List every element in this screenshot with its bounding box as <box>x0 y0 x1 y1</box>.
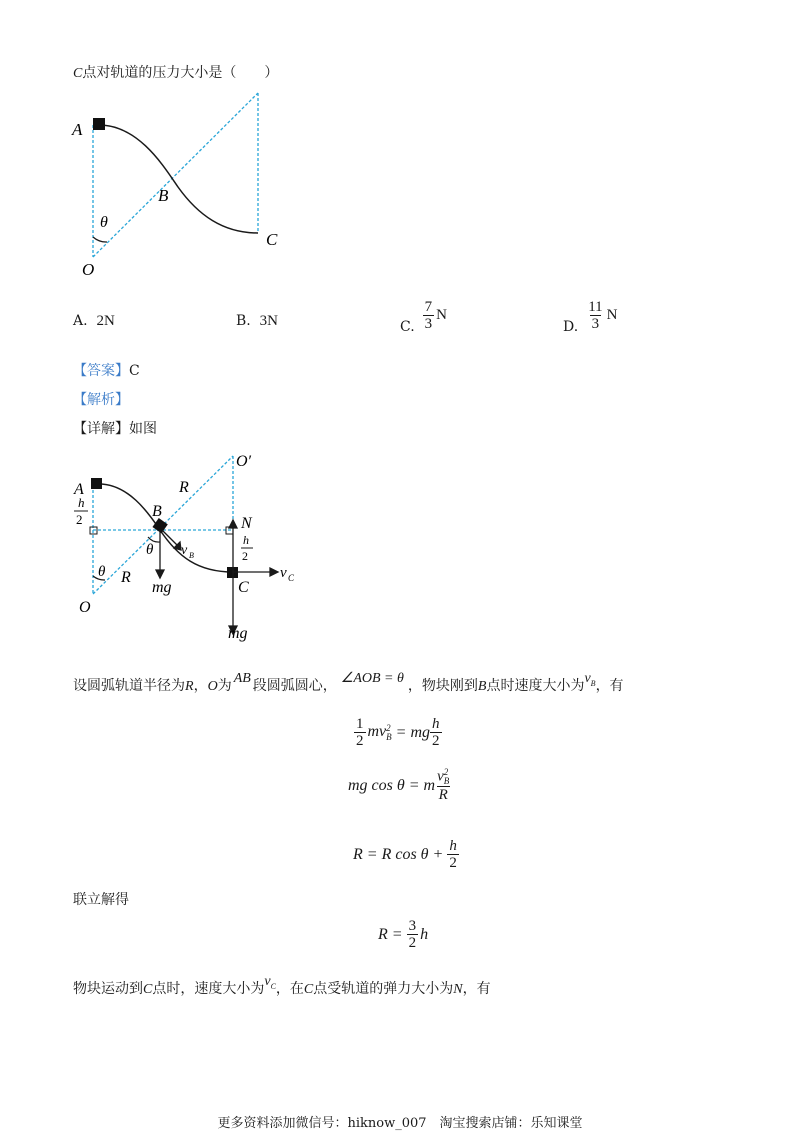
dashed-line-diagonal <box>93 93 258 257</box>
para2-vc-sub: C <box>270 981 276 991</box>
label-h2-den: 2 <box>242 549 248 563</box>
para1-text-3: 为 <box>217 678 232 694</box>
footer-text: 更多资料添加微信号：hiknow_007 淘宝搜索店铺：乐知课堂 <box>217 1116 583 1131</box>
option-d-den: 3 <box>591 315 600 332</box>
answer-tag: 【答案】 <box>73 363 129 379</box>
angle-arc <box>93 237 107 242</box>
label-mg-b: mg <box>152 579 172 596</box>
option-d <box>563 294 617 336</box>
eq3-left: R = R cos θ + <box>353 845 448 863</box>
label-a: A <box>74 481 84 498</box>
para1-b: B <box>477 679 487 694</box>
eq4-num: 3 <box>408 918 417 934</box>
label-vb-sub: B <box>189 551 194 560</box>
eq2-den: R <box>438 787 448 803</box>
eq1-left-num: 1 <box>356 716 364 732</box>
label-n: N <box>241 515 252 532</box>
option-c-letter: C. <box>400 319 415 335</box>
para1-text-6: 点时速度大小为 <box>486 678 585 694</box>
eq3-num: h <box>449 838 457 854</box>
answer-value: C <box>129 363 140 379</box>
eq4-right: h <box>420 925 429 943</box>
option-a-value: 2N <box>96 313 115 329</box>
option-a-letter: A. <box>73 313 88 329</box>
para2-text-1: 物块运动到 <box>73 981 143 997</box>
question-stem <box>73 64 278 83</box>
eq1-right-num: h <box>432 716 440 732</box>
point-c-label: C <box>73 66 83 81</box>
para1-vb: v <box>584 671 591 686</box>
option-d-num: 11 <box>588 298 603 315</box>
eq3-den: 2 <box>449 855 457 871</box>
para2-text-3: ，在 <box>275 981 304 997</box>
option-d-letter: D. <box>563 319 579 335</box>
para1-o: O <box>207 679 218 694</box>
label-vb: v <box>181 543 188 558</box>
para1-text-4: 段圆弧圆心， <box>252 678 337 694</box>
para1-text-2: ， <box>193 678 208 694</box>
label-o: O <box>79 599 91 616</box>
label-r-bottom: R <box>121 569 131 586</box>
eq4-left: R = <box>378 925 407 943</box>
answer-line <box>73 362 140 380</box>
label-o-prime: O′ <box>236 453 252 470</box>
eq1-right-den: 2 <box>432 733 440 749</box>
detail-line <box>73 420 157 438</box>
label-r-top: R <box>179 479 189 496</box>
label-h-num: h <box>78 495 85 510</box>
track-curve <box>99 484 233 572</box>
para2-text-2: 点时，速度大小为 <box>152 981 265 997</box>
label-theta: θ <box>100 214 108 231</box>
option-c-unit: N <box>436 307 448 323</box>
track-curve <box>99 125 258 233</box>
label-b: B <box>152 503 162 520</box>
eq1-left-den: 2 <box>356 733 364 749</box>
label-theta-o: θ <box>98 564 106 580</box>
eq1-mid-sup: 2 <box>386 722 391 733</box>
eq2-left: mg cos θ = m <box>348 776 436 794</box>
combine-line: 联立解得 <box>73 892 129 908</box>
option-b <box>236 312 278 330</box>
analysis-tag: 【解析】 <box>73 392 129 408</box>
option-d-unit: N <box>606 307 618 323</box>
label-b: B <box>158 186 169 205</box>
label-h-den: 2 <box>76 512 83 527</box>
block-marker <box>93 118 105 130</box>
block-at-a <box>91 478 102 489</box>
figure-track-diagram <box>68 85 298 285</box>
label-a: A <box>72 120 83 139</box>
detail-text: 如图 <box>129 421 157 437</box>
label-theta-b: θ <box>146 542 154 558</box>
eq1-mid-sub: B <box>386 731 392 742</box>
label-mg-c: mg <box>228 625 248 642</box>
label-vc: v <box>280 565 287 581</box>
option-b-letter: B. <box>236 313 251 329</box>
para2-vc: v <box>264 974 271 989</box>
stem-text: 点对轨道的压力大小是（ ） <box>82 65 279 81</box>
eq1-eq: = mg <box>391 723 431 741</box>
para1-angle: ∠AOB = θ <box>340 671 404 686</box>
option-b-value: 3N <box>259 313 278 329</box>
label-o: O <box>82 260 95 279</box>
eq2-num-sub: B <box>443 776 450 786</box>
option-c-num: 7 <box>424 298 433 315</box>
solution-paragraph-2 <box>73 974 491 1004</box>
option-c-den: 3 <box>424 315 433 332</box>
label-c: C <box>238 579 249 596</box>
label-vc-sub: C <box>288 573 295 583</box>
para1-text-1: 设圆弧轨道半径为 <box>73 678 185 694</box>
eq1-mid: mv <box>367 723 387 741</box>
solution-paragraph-1 <box>73 671 624 701</box>
para1-ab: AB <box>233 671 251 686</box>
para1-vb-sub: B <box>590 678 596 688</box>
option-d-fraction <box>586 299 604 332</box>
para2-c: C <box>143 982 153 997</box>
eq2-num-sup: 2 <box>443 767 449 777</box>
para2-text-4: 点受轨道的弹力大小为 <box>313 981 454 997</box>
para1-r: R <box>185 679 194 694</box>
para1-text-7: ，有 <box>595 678 624 694</box>
para2-text-5: ，有 <box>462 981 491 997</box>
option-c <box>400 294 447 336</box>
para2-n: N <box>453 982 463 997</box>
para2-c2: C <box>303 982 314 997</box>
option-a <box>73 312 115 330</box>
label-c: C <box>266 230 278 249</box>
equation-4 <box>378 918 428 951</box>
eq4-den: 2 <box>408 935 417 951</box>
equation-2 <box>348 768 451 803</box>
figure-solution-diagram <box>68 442 308 647</box>
label-h2-num: h <box>243 533 249 547</box>
equation-1 <box>354 716 442 749</box>
option-c-fraction <box>423 299 435 332</box>
detail-tag: 【详解】 <box>73 421 129 437</box>
para1-text-5: ，物块刚到 <box>407 678 478 694</box>
eq2-num: v <box>437 768 444 785</box>
equation-3 <box>353 838 459 871</box>
analysis-line <box>73 391 129 409</box>
